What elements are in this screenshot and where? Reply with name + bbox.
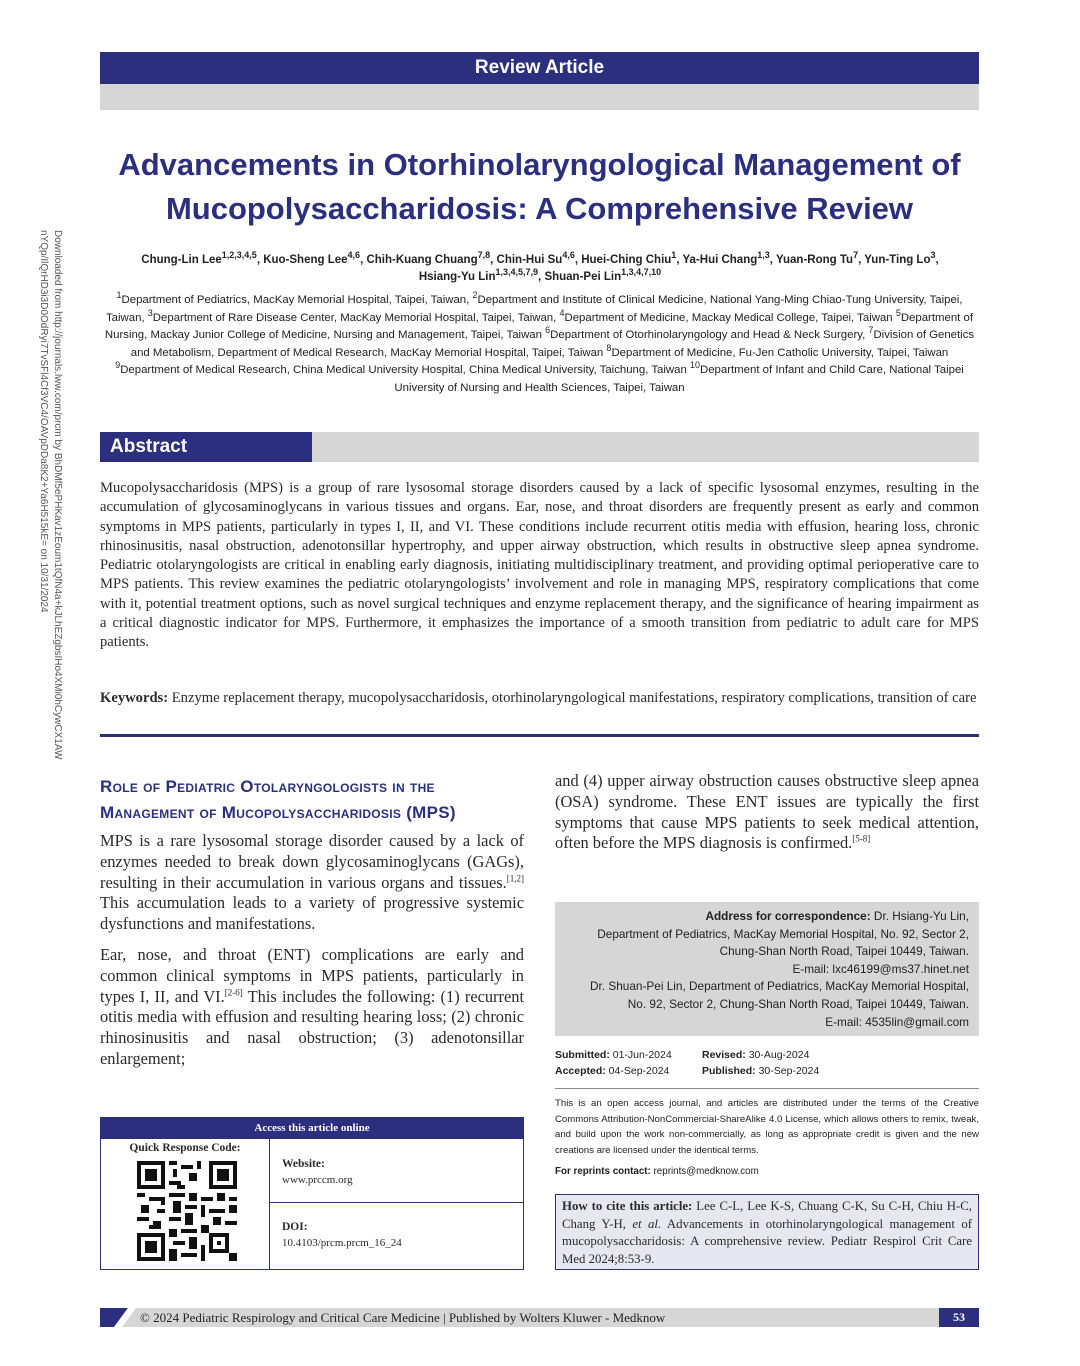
abstract-heading: Abstract bbox=[100, 432, 312, 462]
affiliation-text: Department of Medicine, Mackay Medical College, Taipei, Taiwan bbox=[564, 311, 896, 324]
affiliation-text: Department of Nursing, Mackay Junior College of Medicine, Nursing and Management, Taipei, Taiwan bbox=[104, 311, 974, 342]
qr-label: Quick Response Code: bbox=[129, 1142, 241, 1154]
author-name: Huei-Ching Chiu bbox=[581, 254, 672, 266]
author-name: Hsiang-Yu Lin bbox=[418, 271, 496, 283]
correspondence-box: Address for correspondence: Dr. Hsiang-Yu Lin, Department of Pediatrics, MacKay Memorial Hospital, No. 92, Sector 2, Chung-Shan North Road, Taipei 10449, Taiwan. E-mail: lxc46199@ms37.hinet.net Dr. Shuan-Pei Lin, Department of Pediatrics, MacKay Memorial Hospital, No. 92, Sector 2, Chung-Shan North Road, Taipei 10449, Taiwan. E-mail: 4535lin@gmail.com bbox=[555, 902, 979, 1036]
author-affiliation-ref: 3 bbox=[930, 250, 936, 261]
affiliation-number: 5 bbox=[895, 307, 901, 318]
website-label: Website: bbox=[282, 1158, 325, 1170]
author-affiliation-ref: 1,3 bbox=[757, 250, 770, 261]
license-text: This is an open access journal, and articles are distributed under the terms of the Creative Commons Attribution-NonCommercial-ShareAlike 4.0 License, which allows others to remix, tweak, and build upon the work non-commercially, as long as appropriate credit is given and the new creations are licensed under the identical terms. bbox=[555, 1098, 979, 1156]
affiliation-text: Department of Medicine, Fu-Jen Catholic University, Taipei, Taiwan bbox=[611, 346, 949, 359]
article-title bbox=[100, 143, 979, 231]
affiliation-number: 6 bbox=[545, 325, 551, 336]
author-affiliation-ref: 7,8 bbox=[477, 250, 491, 261]
affiliation-number: 10 bbox=[689, 360, 700, 371]
citation-ref[interactable]: [1,2] bbox=[506, 873, 524, 884]
author-affiliation-ref: 4,6 bbox=[347, 250, 361, 261]
correspondence-line: Dr. Shuan-Pei Lin, Department of Pediatrics, MacKay Memorial Hospital, bbox=[590, 979, 969, 994]
submitted-date: Submitted: 01-Jun-2024 bbox=[555, 1049, 672, 1061]
access-online-box bbox=[100, 1117, 524, 1270]
author-name: Chung-Lin Lee bbox=[141, 254, 222, 266]
keywords-label: Keywords: bbox=[100, 690, 169, 706]
author-affiliation-ref: 1,3,4,5,7,9 bbox=[495, 267, 539, 278]
section-heading: Role of Pediatric Otolaryngologists in the Management of Mucopolysaccharidosis (MPS) bbox=[100, 777, 456, 822]
affiliation-text: Department of Pediatrics, MacKay Memorial Hospital, Taipei, Taiwan, bbox=[121, 294, 473, 306]
correspondence-email[interactable]: E-mail: 4535lin@gmail.com bbox=[825, 1014, 969, 1029]
affiliation-text: Department of Infant and Child Care, National Taipei University of Nursing and Health Sciences, Taipei, Taiwan bbox=[394, 364, 964, 394]
author-name: Chin-Hui Su bbox=[496, 254, 563, 266]
published-date: Published: 30-Sep-2024 bbox=[702, 1065, 820, 1077]
download-watermark bbox=[16, 230, 63, 790]
body-column-right bbox=[555, 771, 979, 854]
affiliation-number: 8 bbox=[606, 342, 612, 353]
affiliation-number: 4 bbox=[559, 307, 565, 318]
citation-ref[interactable]: [2-6] bbox=[224, 987, 243, 998]
section-label: Review Article bbox=[100, 52, 979, 84]
qr-code-icon[interactable] bbox=[137, 1161, 237, 1261]
author-name: Chih-Kuang Chuang bbox=[366, 254, 478, 266]
title-line-1: Advancements in Otorhinolaryngological Management of bbox=[118, 147, 961, 182]
doi-label: DOI: bbox=[282, 1221, 308, 1233]
author-name: Yun-Ting Lo bbox=[864, 254, 931, 266]
paragraph-continued: and (4) upper airway obstruction causes obstructive sleep apnea (OSA) syndrome. These ENT issues are typically the first symptoms that cause MPS patients to seek medical attention, often before the MPS diagnosis is confirmed. bbox=[555, 771, 979, 853]
website-link[interactable]: www.prccm.org bbox=[282, 1174, 353, 1186]
correspondence-line: No. 92, Sector 2, Chung-Shan North Road, Taipei 10449, Taiwan. bbox=[627, 996, 969, 1011]
affiliation-number: 1 bbox=[116, 290, 122, 301]
access-heading: Access this article online bbox=[101, 1118, 523, 1139]
accepted-date: Accepted: 04-Sep-2024 bbox=[555, 1065, 670, 1077]
citation-box: How to cite this article: Lee C-L, Lee K-S, Chuang C-K, Su C-H, Chiu H-C, Chang Y-H, et al. Advancements in otorhinolaryngological management of mucopolysaccharidosis: A comprehensive review. Pediatr Respirol Crit Care Med 2024;8:53-9. bbox=[555, 1194, 979, 1270]
affiliation-text: Division of Genetics and Metabolism, Department of Medical Research, MacKay Memorial Hospital, Taipei, Taiwan bbox=[130, 329, 975, 359]
abstract-text: Mucopolysaccharidosis (MPS) is a group of rare lysosomal storage disorders caused by a lack of specific lysosomal enzymes, resulting in the accumulation of glycosaminoglycans in various tissues and organs. Ear, nose, and throat disorders are frequently present as early and common symptoms in MPS patients, particularly in types I, II, and VI. These conditions include recurrent otitis media with effusion, hearing loss, chronic rhinosinusitis, nasal obstruction, adenotonsillar hypertrophy, and upper airway obstruction, which results in obstructive sleep apnea syndrome. Pediatric otolaryngologists are critical in enabling early diagnosis, initiating multidisciplinary treatment, and providing optimal perioperative care to MPS patients. This review examines the pediatric otolaryngologists’ involvement and role in managing MPS, respiratory complications that come with it, potential treatment options, such as novel surgical techniques and enzyme replacement therapy, and the significance of hearing impairment as a critical diagnostic indicator for MPS. Furthermore, it emphasizes the importance of a smooth transition from pediatric to adult care for MPS patients. bbox=[100, 480, 979, 651]
affiliation-text: Department and Institute of Clinical Medicine, National Yang-Ming Chiao-Tung University, Taipei, Taiwan, bbox=[105, 294, 963, 324]
doi-link[interactable]: 10.4103/prcm.prcm_16_24 bbox=[282, 1237, 402, 1249]
abstract-divider bbox=[100, 734, 979, 737]
cite-label: How to cite this article: bbox=[562, 1199, 693, 1213]
author-name: Kuo-Sheng Lee bbox=[263, 254, 348, 266]
paragraph-1: MPS is a rare lysosomal storage disorder caused by a lack of enzymes needed to break down glycosaminoglycans (GAGs), resulting in their accumulation in various organs and tissues.[1,2] This accumulation leads to a variety of progressive systemic dysfunctions and manifestations. bbox=[100, 831, 524, 934]
affiliation-text: Department of Rare Disease Center, MacKay Memorial Hospital, Taipei, Taiwan, bbox=[152, 311, 560, 324]
revised-date: Revised: 30-Aug-2024 bbox=[702, 1049, 810, 1061]
reprints-email[interactable]: reprints@medknow.com bbox=[650, 1166, 759, 1177]
banner-stripe bbox=[100, 84, 979, 110]
paragraph-2: Ear, nose, and throat (ENT) complications are early and common clinical symptoms in MPS patients, particularly in types I, II, and VI.[2-6] This includes the following: (1) recurrent otitis media with effusion and resulting hearing loss; (2) chronic rhinosinusitis and nasal obstruction; (3) adenotonsillar enlargement; bbox=[100, 944, 525, 1068]
author-affiliation-ref: 1 bbox=[671, 250, 677, 261]
dates-divider bbox=[555, 1088, 979, 1089]
correspondence-line: Chung-Shan North Road, Taipei 10449, Taiwan. bbox=[719, 944, 969, 959]
author-affiliation-ref: 1,3,4,7,10 bbox=[621, 267, 662, 278]
affiliation-number: 7 bbox=[868, 325, 874, 336]
keywords-text: Enzyme replacement therapy, mucopolysaccharidosis, otorhinolaryngological manifestations, respiratory complications, transition of care bbox=[171, 690, 977, 706]
reprints-contact: For reprints contact: reprints@medknow.com bbox=[555, 1166, 759, 1177]
affiliation-text: Department of Medical Research, China Medical University Hospital, China Medical University, Taichung, Taiwan bbox=[120, 364, 690, 377]
affiliation-number: 3 bbox=[147, 307, 153, 318]
author-affiliation-ref: 1,2,3,4,5 bbox=[221, 250, 257, 261]
affiliation-number: 9 bbox=[115, 360, 121, 371]
affiliation-list bbox=[100, 292, 979, 398]
page-footer bbox=[100, 1308, 979, 1327]
correspondence-line: Department of Pediatrics, MacKay Memorial Hospital, No. 92, Sector 2, bbox=[597, 926, 969, 941]
author-list: Chung-Lin Lee$^{1,2,3,4,5}$, Kuo-Sheng Lee$^{4,6}$, Chih-Kuang Chuang$^{7,8}$, Chin-Hui Su$^{4,6}$, Huei-Ching Chiu$^1$, Ya-Hui Chang$^{1,3}$, Yuan-Rong Tu$^7$, Yun-Ting Lo$^3$, Hsiang-Yu Lin$^{1,3,4,5,7,9}$, Shuan-Pei Lin$^{1,3,4,7,10}$ bbox=[141, 250, 939, 283]
author-name: Ya-Hui Chang bbox=[682, 254, 758, 266]
download-watermark-text: Downloaded from http://journals.lww.com/prcm by BhDMf5ePHKav1zEoum1tQfN4a+kJLhEZgbsIHo4XMi0hCywCX1AW nYQp/IlQrHD3i3D0OdRyi7TvSFl4Cf3VC4/OAVpDDa8K2+Ya6H515kE= on 10/31/2024 bbox=[38, 230, 63, 760]
page-number: 53 bbox=[939, 1308, 979, 1327]
correspondence-label: Address for correspondence: bbox=[705, 909, 871, 923]
footer-copyright: © 2024 Pediatric Respirology and Critical Care Medicine | Published by Wolters Kluwer - Medknow bbox=[140, 1310, 666, 1325]
body-column-left bbox=[100, 831, 524, 1080]
affiliation-text: Department of Otorhinolaryngology and Head & Neck Surgery, bbox=[550, 329, 869, 342]
citation-ref[interactable]: [5-8] bbox=[852, 833, 871, 844]
keywords bbox=[100, 689, 979, 708]
correspondence-email[interactable]: E-mail: lxc46199@ms37.hinet.net bbox=[792, 961, 969, 976]
author-affiliation-ref: 7 bbox=[853, 250, 859, 261]
title-line-2: Mucopolysaccharidosis: A Comprehensive Review bbox=[165, 191, 914, 226]
author-name: Shuan-Pei Lin bbox=[544, 271, 622, 283]
author-affiliation-ref: 4,6 bbox=[562, 250, 575, 261]
affiliation-number: 2 bbox=[472, 290, 478, 301]
author-name: Yuan-Rong Tu bbox=[775, 254, 854, 266]
footer-stripe-icon bbox=[100, 1308, 140, 1327]
